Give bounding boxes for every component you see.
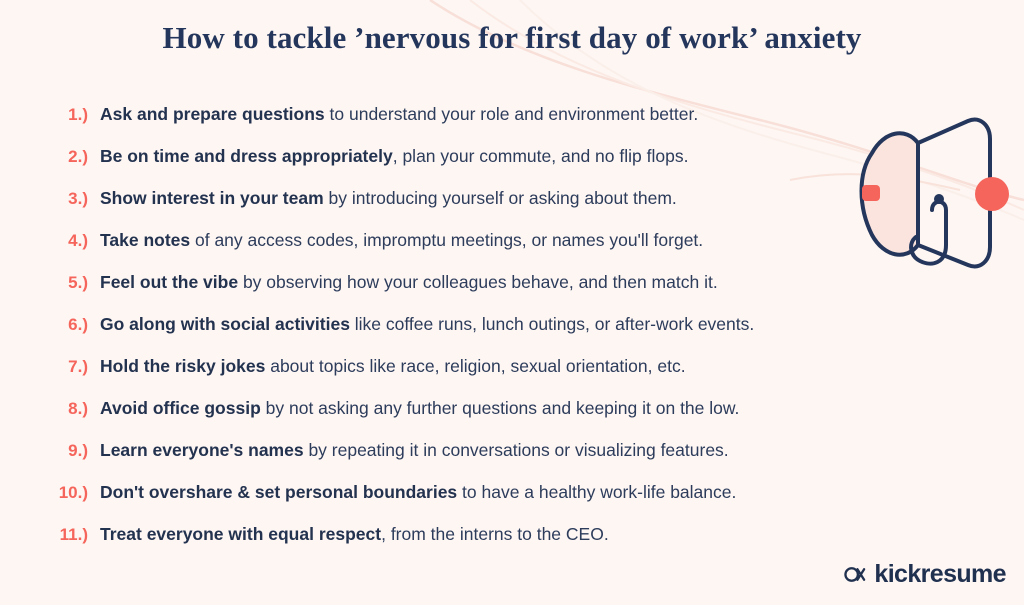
list-item-number: 10.): [58, 483, 88, 502]
list-item-rest: by not asking any further questions and keeping it on the low.: [260, 398, 740, 418]
list-item: [26, 440, 986, 482]
kickresume-logo-mark-icon: [844, 563, 867, 586]
list-item: [26, 524, 986, 566]
list-item-number: 1.): [68, 105, 88, 124]
list-item-rest: , plan your commute, and no flip flops.: [392, 146, 689, 166]
list-item-text: [100, 398, 739, 419]
list-item-number: 6.): [68, 315, 88, 334]
list-item-number: 5.): [68, 273, 88, 292]
list-item-bold: Be on time and dress appropriately: [100, 146, 393, 166]
list-item: [26, 314, 986, 356]
list-item-rest: , from the interns to the CEO.: [381, 524, 609, 544]
list-item: [26, 398, 986, 440]
list-item-number: 7.): [68, 357, 88, 376]
list-item-number: 2.): [68, 147, 88, 166]
list-item-text: [100, 230, 703, 251]
list-item-text: [100, 188, 677, 209]
list-item-number: 3.): [68, 189, 88, 208]
list-item-text: [100, 524, 609, 545]
list-item-bold: Hold the risky jokes: [100, 356, 266, 376]
list-item-bold: Take notes: [100, 230, 191, 250]
list-item-text: [100, 482, 736, 503]
list-item-rest: like coffee runs, lunch outings, or after-work events.: [349, 314, 755, 334]
list-item: [26, 356, 986, 398]
page-title: How to tackle ’nervous for first day of work’ anxiety: [162, 20, 862, 55]
list-item-rest: to understand your role and environment better.: [324, 104, 699, 124]
list-item-text: [100, 356, 686, 377]
kickresume-logo[interactable]: [844, 560, 1006, 589]
list-item-bold: Feel out the vibe: [100, 272, 239, 292]
list-item-number: 8.): [68, 399, 88, 418]
list-item-text: [100, 314, 754, 335]
list-item-text: [100, 146, 688, 167]
list-item-text: [100, 272, 718, 293]
list-item-rest: by introducing yourself or asking about them.: [323, 188, 677, 208]
list-item-rest: by observing how your colleagues behave, and then match it.: [238, 272, 718, 292]
list-item-text: [100, 104, 698, 125]
list-item-bold: Go along with social activities: [100, 314, 350, 334]
list-item-number: 4.): [68, 231, 88, 250]
list-item-rest: by repeating it in conversations or visualizing features.: [303, 440, 729, 460]
list-item-bold: Treat everyone with equal respect: [100, 524, 382, 544]
list-item-bold: Learn everyone's names: [100, 440, 304, 460]
list-item-rest: to have a healthy work-life balance.: [457, 482, 737, 502]
list-item-bold: Avoid office gossip: [100, 398, 261, 418]
megaphone-icon: [840, 95, 1024, 285]
list-item-bold: Ask and prepare questions: [100, 104, 325, 124]
list-item-bold: Show interest in your team: [100, 188, 324, 208]
list-item-rest: about topics like race, religion, sexual orientation, etc.: [265, 356, 686, 376]
list-item-number: 9.): [68, 441, 88, 460]
logo-text: kickresume: [874, 560, 1006, 588]
list-item-text: [100, 440, 729, 461]
list-item-bold: Don't overshare & set personal boundaries: [100, 482, 458, 502]
list-item-rest: of any access codes, impromptu meetings, or names you'll forget.: [190, 230, 704, 250]
list-item-number: 11.): [59, 525, 88, 544]
list-item: [26, 482, 986, 524]
